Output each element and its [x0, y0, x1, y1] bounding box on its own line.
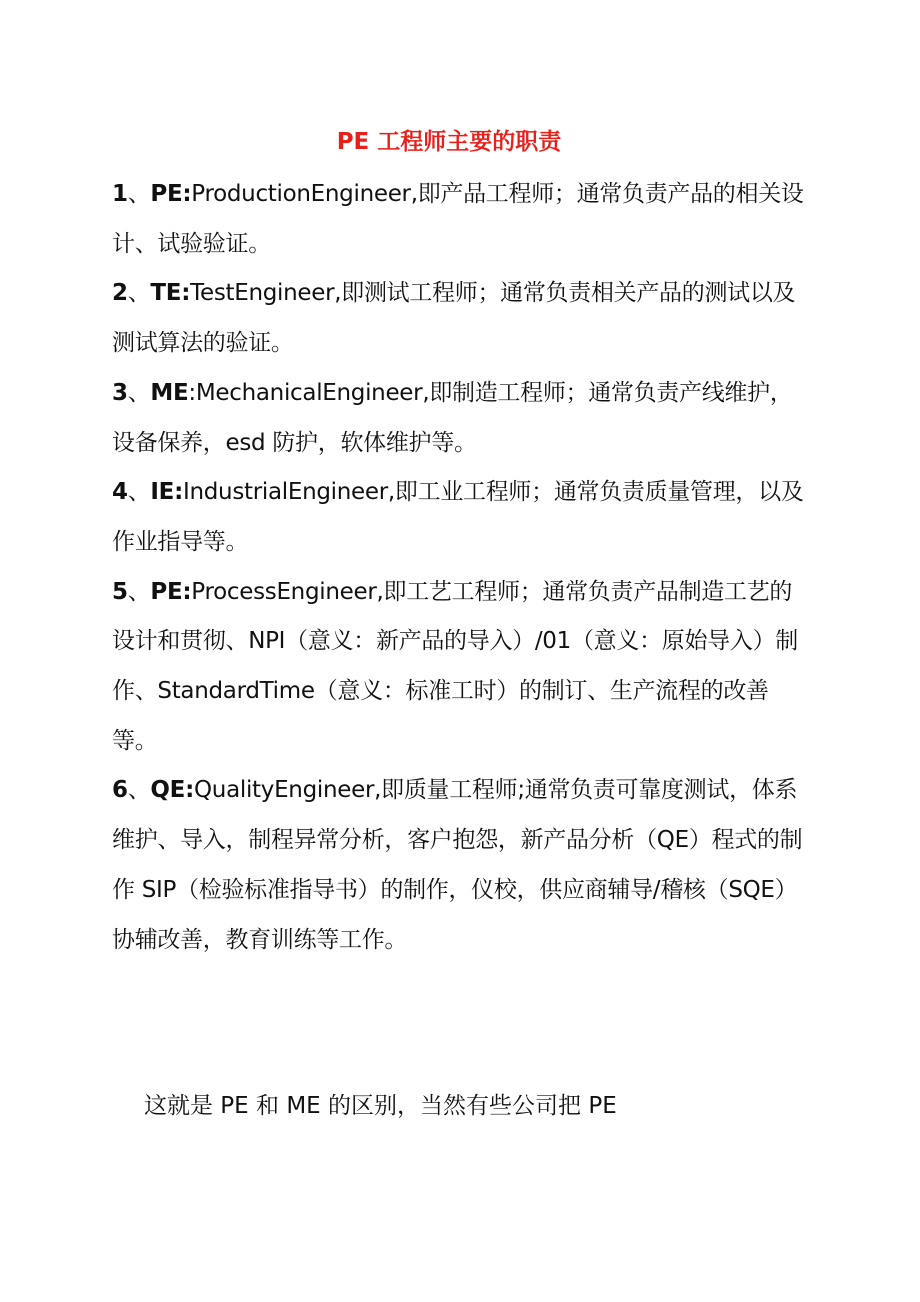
- closing-paragraph: 这就是 PE 和 ME 的区别，当然有些公司把 PE: [144, 1093, 617, 1119]
- item-text: :MechanicalEngineer,即制造工程师；通常负责产线维护，设备保养，esd 防护，软体维护等。: [112, 379, 793, 456]
- item-abbreviation: PE:: [150, 181, 192, 207]
- item-text: ProcessEngineer,即工艺工程师；通常负责产品制造工艺的设计和贯彻、NPI（意义：新产品的导入）/01（意义：原始导入）制作、StandardTime（意义：标准工时）的制订、生产流程的改善等。: [112, 578, 798, 754]
- item-abbreviation: ME: [150, 379, 189, 406]
- item-abbreviation: PE:: [150, 578, 192, 605]
- item-number: 4: [112, 479, 128, 506]
- item-abbreviation: TE:: [150, 280, 191, 307]
- item-separator: 、: [127, 280, 151, 307]
- item-separator: 、: [127, 479, 151, 506]
- item-text: IndustrialEngineer,即工业工程师；通常负责质量管理，以及作业指导等。: [112, 479, 804, 555]
- document-title: PE 工程师主要的职责: [336, 129, 562, 155]
- item-separator: 、: [127, 578, 151, 605]
- item-separator: 、: [127, 777, 151, 804]
- item-separator: 、: [127, 379, 151, 406]
- duties-list: [112, 170, 812, 965]
- item-number: 1: [112, 181, 128, 207]
- item-number: 5: [112, 578, 128, 605]
- item-text: QualityEngineer,即质量工程师;通常负责可靠度测试，体系维护、导入，制程异常分析，客户抱怨，新产品分析（QE）程式的制作 SIP（检验标准指导书）的制作，仪校，供应商辅导/稽核（SQE）协辅改善，教育训练等工作。: [112, 777, 803, 953]
- item-number: 6: [112, 777, 128, 804]
- item-abbreviation: IE:: [150, 479, 183, 506]
- item-separator: 、: [127, 181, 151, 207]
- item-text: TestEngineer,即测试工程师；通常负责相关产品的测试以及测试算法的验证。: [112, 280, 796, 357]
- list-item: [112, 468, 812, 567]
- item-number: 2: [112, 280, 128, 307]
- list-item: [112, 170, 812, 269]
- item-text: ProductionEngineer,即产品工程师；通常负责产品的相关设计、试验验证。: [112, 181, 804, 257]
- list-item: [112, 269, 812, 368]
- item-abbreviation: QE:: [150, 777, 194, 804]
- list-item: [112, 369, 812, 468]
- list-item: [112, 766, 812, 965]
- item-number: 3: [112, 379, 128, 406]
- list-item: [112, 568, 812, 767]
